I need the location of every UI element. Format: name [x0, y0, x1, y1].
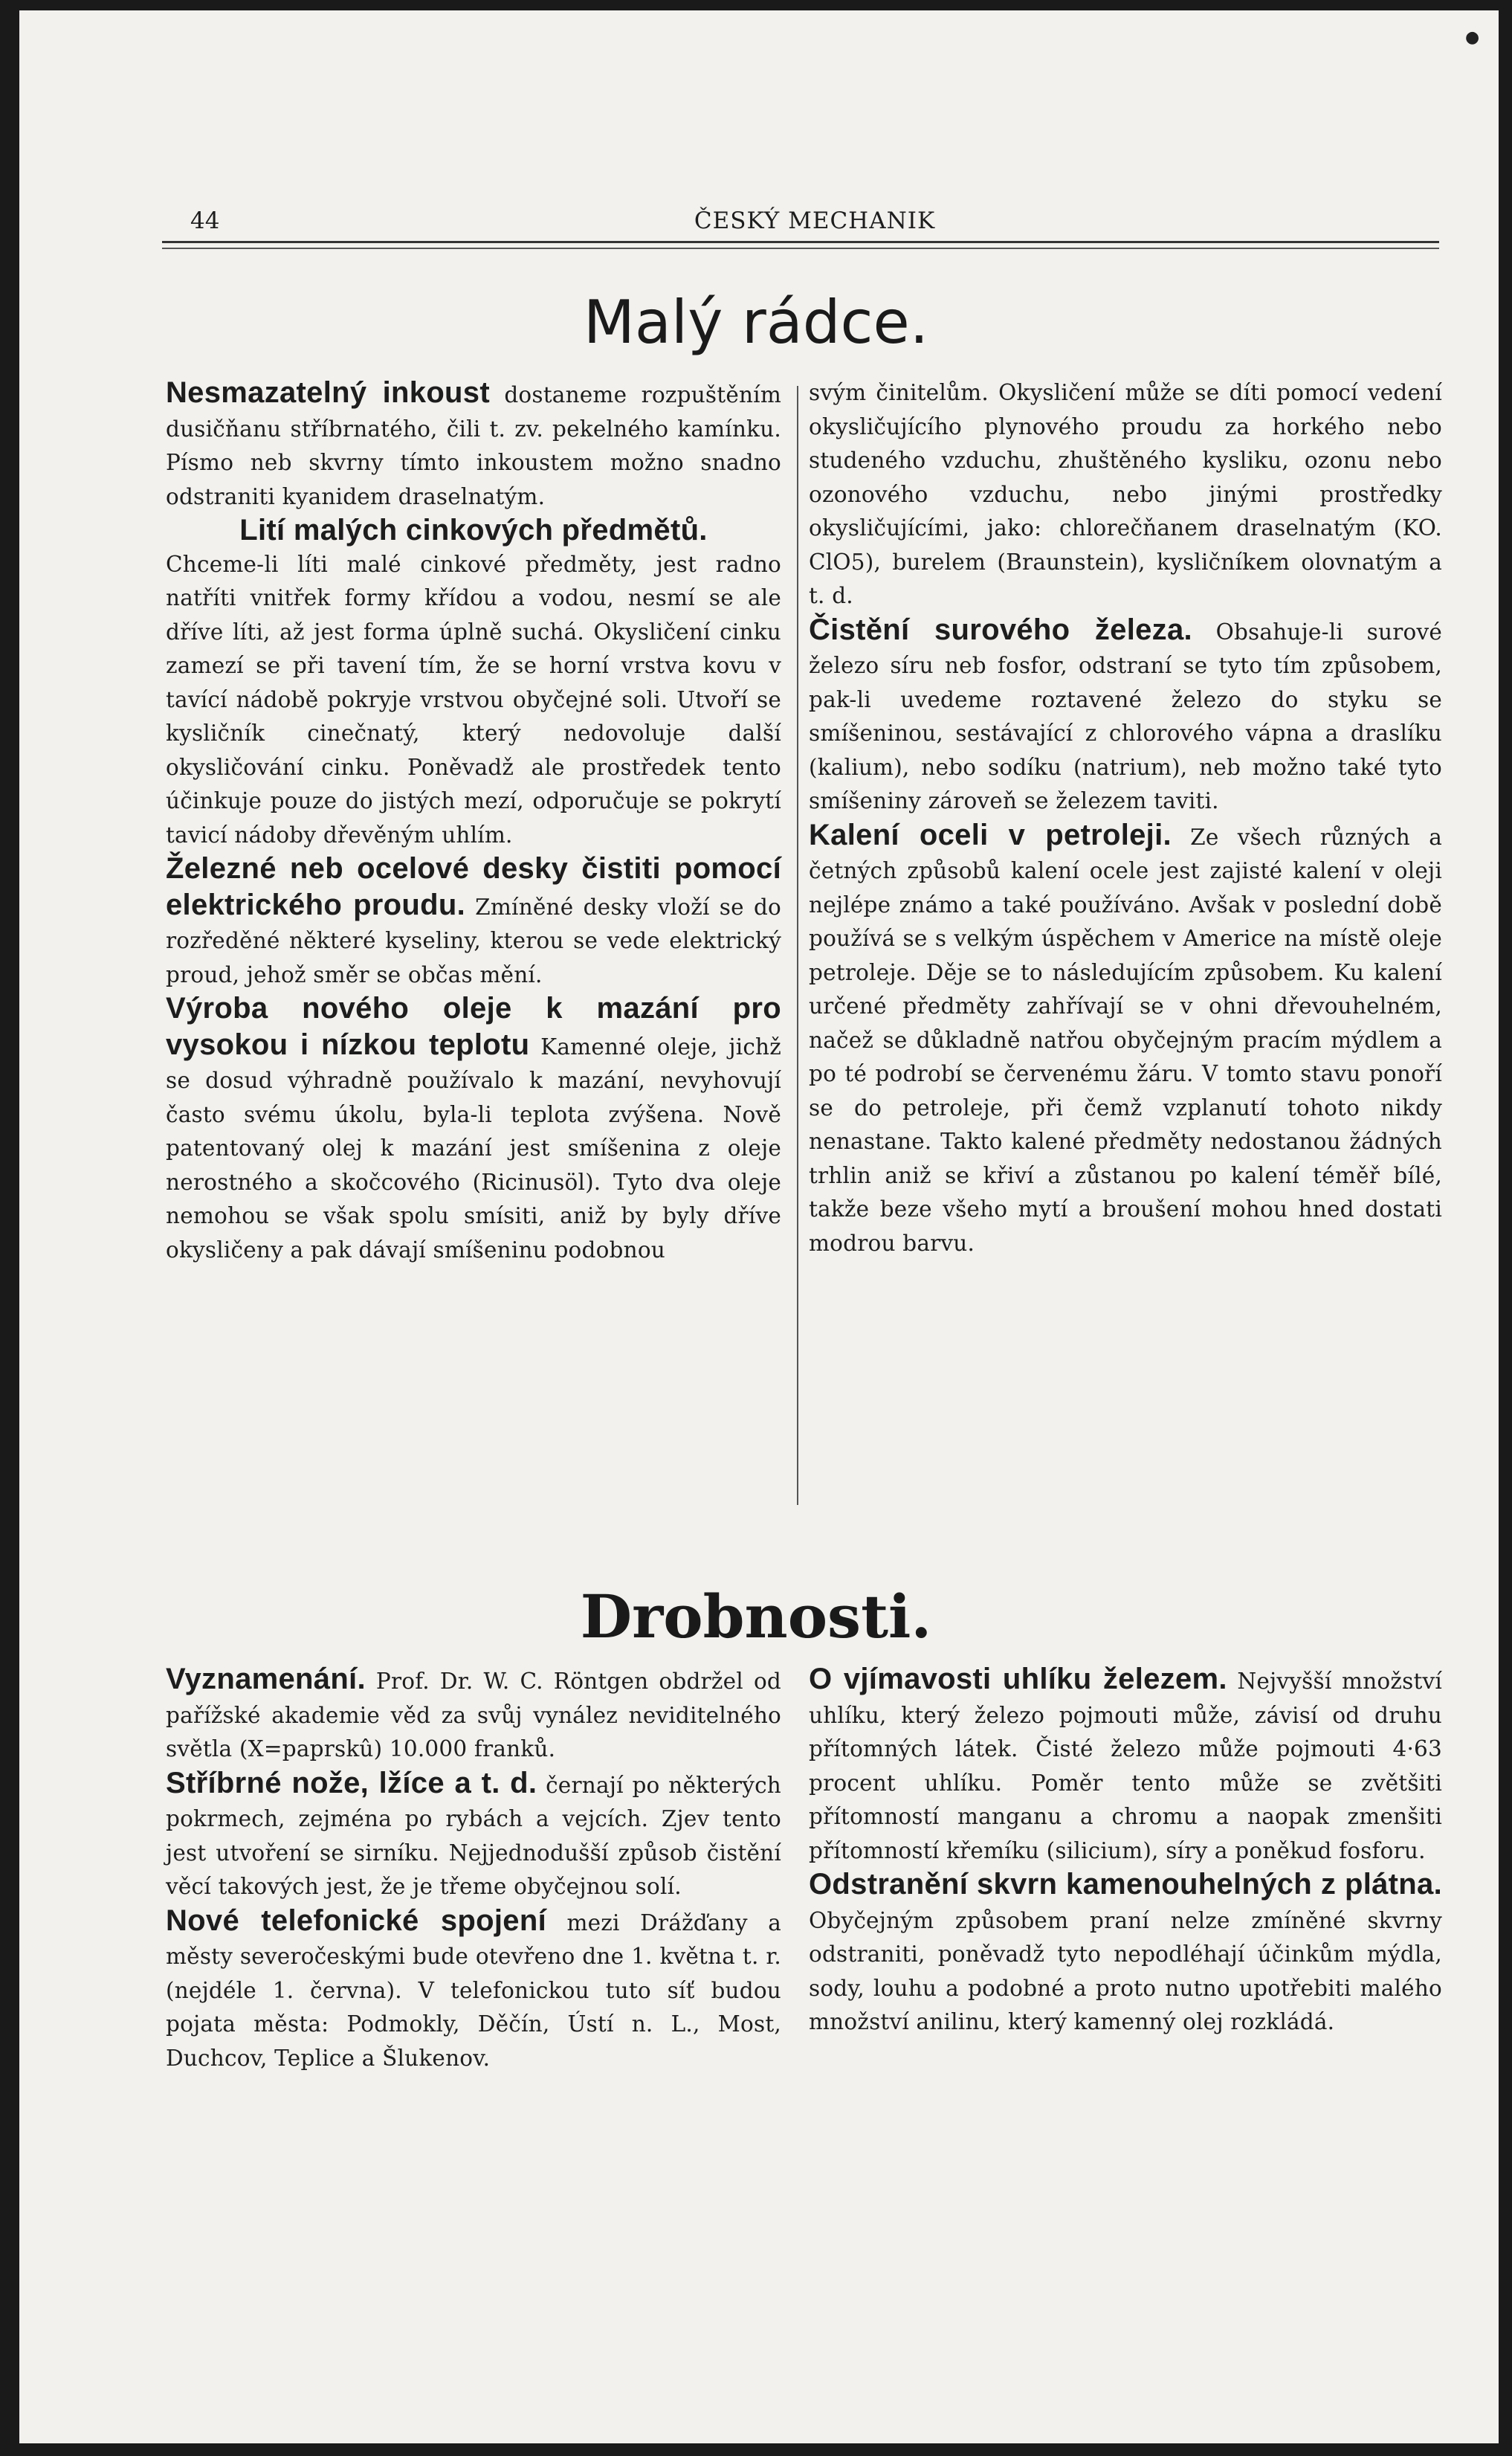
article-text: Ze všech různých a četných způsobů kalení ocele jest zajisté kalení v oleji nejlépe známo a také používáno. Avšak v poslední době používá se s velkým úspěchem v Americe na místě oleje petroleje. Děje se to následujícím způsobem. Ku kalení určené předměty zahřívají se v ohni dřevouhelném, načež se důkladně natřou obyčejným pracím mýdlem a po té podrobí se červenému žáru. V tomto stavu ponoří se do petroleje, při čemž vzplanutí tohoto nikdy nenastane. Takto kalené předměty nedostanou žádných trhlin aniž se křiví a zůstanou po kalení téměř bílé, takže beze všeho mytí a broušení mohou hned dostati modrou barvu.: [809, 824, 1443, 1256]
article-heading: Čistění surového železa.: [809, 613, 1192, 646]
article-text: Nejvyšší množství uhlíku, který železo pojmouti může, závisí od druhu přítomných látek. Čisté železo může pojmouti 4·63 procent uhlíku. Poměr tento může se zvětšiti přítomností manganu a chromu a naopak zmenšiti přítomností křemíku (silicium), síry a poněkud fosforu.: [809, 1669, 1442, 1863]
header-rule-secondary: [162, 248, 1439, 249]
article-vyznamenani: [166, 1663, 781, 1767]
article-text: mezi Drážďany a městy severočeskými bude otevřeno dne 1. května t. r. (nejdéle 1. června). V telefonickou tuto síť budou pojata města: Podmokly, Děčín, Ústí n. L., Most, Duchcov, Teplice a Šlukenov.: [166, 1909, 781, 2071]
article-heading: Výroba nového oleje k mazání pro vysokou i nízkou teplotu: [166, 992, 781, 1061]
article-heading: Kalení oceli v petroleji.: [809, 818, 1172, 851]
article-text: černají po některých pokrmech, zejména po rybách a vejcích. Zjev tento jest utvoření se sirníku. Nejjednodušší způsob čistění věcí takových jest, že je třeme obyčejnou solí.: [166, 1772, 781, 1899]
section-1-right-column: [809, 376, 1442, 1260]
section-title-drobnosti: Drobnosti.: [580, 1582, 932, 1651]
article-text: Chceme-li líti malé cinkové předměty, jest radno natříti vnitřek formy křídou a vodou, nesmí se ale dříve líti, až jest forma úplně suchá. Okysličení cinku zamezí se při tavení tím, že se horní vrstva kovu v tavící nádobě pokryje vrstvou obyčejné soli. Utvoří se kysličník cinečnatý, který nedovoluje další okysličování cinku. Poněvadž ale prostředek tento účinkuje pouze do jistých mezí, odporučuje se pokrytí tavicí nádoby dřevěným uhlím.: [166, 551, 781, 848]
article-heading: Železné neb ocelové desky čistiti pomocí elektrického proudu.: [166, 852, 781, 921]
article-stribrne: [166, 1767, 781, 1904]
article-inkoust: [166, 376, 781, 514]
running-title: ČESKÝ MECHANIK: [694, 207, 936, 234]
article-text: Obyčejným způsobem praní nelze zmíněné skvrny odstraniti, poněvadž tyto nepodléhají účinkům mýdla, sody, louhu a podobné a proto nutno upotřebiti malého množství anilinu, který kamenný olej rozkládá.: [809, 1907, 1442, 2034]
article-heading: Stříbrné nože, lžíce a t. d.: [166, 1766, 537, 1799]
article-text: svým činitelům. Okysličení může se díti pomocí vedení okysličujícího plynového proudu za horkého nebo studeného vzduchu, zhuštěného kysliku, ozonu nebo ozonového vzduchu, nebo jinými prostředky okysličujícími, jako: chlorečňanem draselnatým (KO. ClO5), burelem (Braunstein), kysličníkem olovnatým a t. d.: [809, 380, 1442, 608]
article-text: dostaneme rozpuštěním dusičňanu stříbrnatého, čili t. zv. pekelného kamínku. Písmo neb skvrny tímto inkoustem možno snadno odstraniti kyanidem draselnatým.: [166, 382, 781, 509]
article-olej: [166, 992, 781, 1267]
corner-mark: ●: [1465, 28, 1480, 47]
article-heading: Nové telefonické spojení: [166, 1904, 546, 1937]
article-telefon: [166, 1904, 781, 2076]
page: [19, 10, 1499, 2443]
section-2-right-column: [809, 1663, 1442, 2040]
article-kaleni: [809, 819, 1442, 1261]
page-header: [190, 207, 1439, 237]
article-text: Zmíněné desky vloží se do rozředěné některé kyseliny, kterou se vede elektrický proud, jehož směr se občas mění.: [166, 894, 781, 987]
article-text: Prof. Dr. W. C. Röntgen obdržel od pařížské akademie věd za svůj vynález neviditelného světla (X=paprskû) 10.000 franků.: [166, 1669, 781, 1762]
article-heading: Nesmazatelný inkoust: [166, 376, 490, 409]
section-title-maly-radce: Malý rádce.: [583, 288, 929, 357]
article-text: Kamenné oleje, jichž se dosud výhradně používalo k mazání, nevyhovují často svému úkolu, byla-li teplota zvýšena. Nově patentovaný olej k mazání jest smíšenina z oleje nerostného a skočcového (Ricinusöl). Tyto dva oleje nemohou se však spolu smísiti, aniž by byly dříve okysličeny a pak dávají smíšeninu podobnou: [166, 1034, 781, 1263]
article-desky: [166, 852, 781, 992]
article-heading: Odstranění skvrn kamenouhelných z plátna.: [809, 1868, 1442, 1901]
article-skvrny: [809, 1868, 1442, 2040]
article-cisteni: [809, 613, 1442, 819]
column-divider: [797, 386, 798, 1505]
article-heading: Lití malých cinkových předmětů.: [239, 514, 708, 547]
article-uhlik: [809, 1663, 1442, 1868]
article-text: Obsahuje-li surové železo síru neb fosfor, odstraní se tyto tím způsobem, pak-li uvedeme roztavené železo do styku se smíšeninou, sestávající z chlorového vápna a draslíku (kalium), nebo sodíku (natrium), neb možno také tyto smíšeniny zároveň se železem taviti.: [809, 619, 1442, 813]
page-number: 44: [190, 207, 220, 234]
section-2-left-column: [166, 1663, 781, 2075]
article-heading: Vyznamenání.: [166, 1663, 366, 1695]
header-rule: [162, 241, 1439, 243]
article-continuation: [809, 376, 1442, 613]
article-liti: [166, 514, 781, 852]
article-heading: O vjímavosti uhlíku železem.: [809, 1663, 1227, 1695]
section-1-left-column: [166, 376, 781, 1267]
